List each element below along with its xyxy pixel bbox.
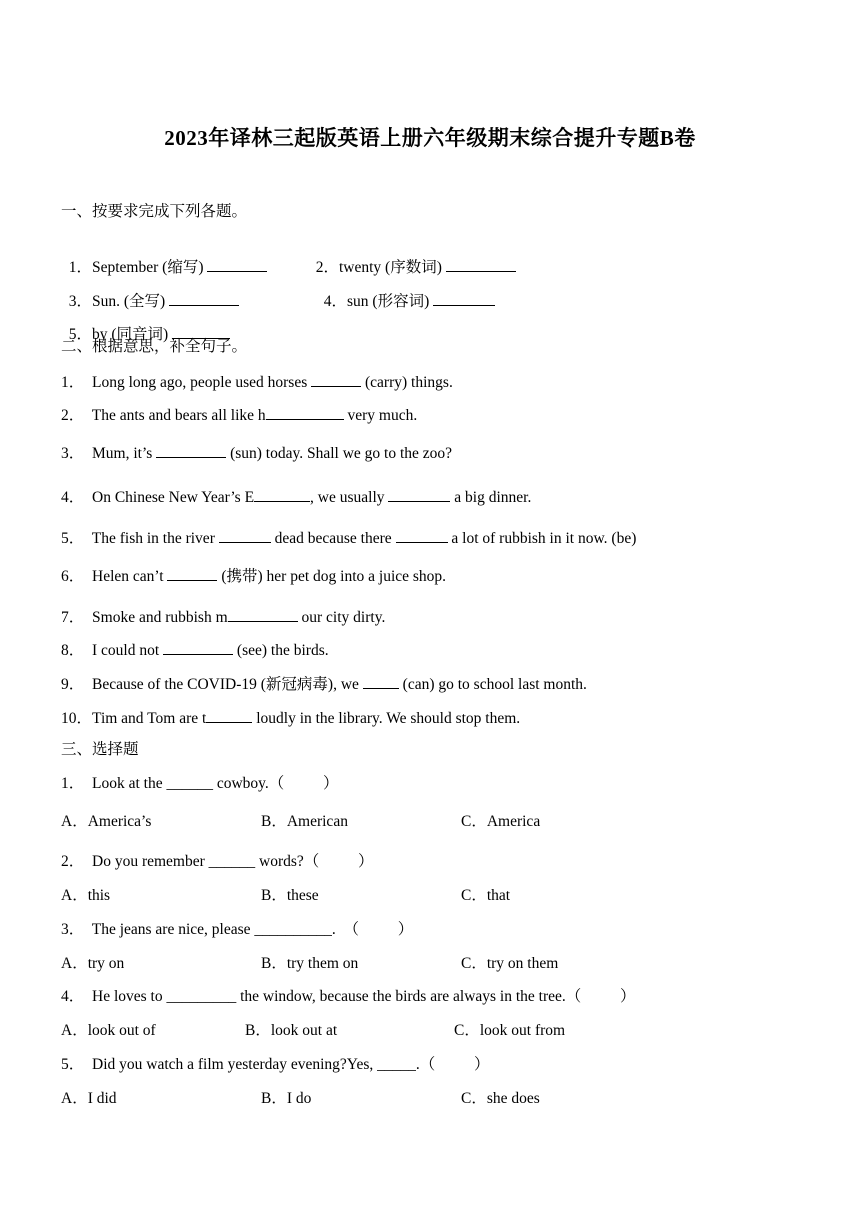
option-a[interactable]: A．look out of xyxy=(61,1022,156,1039)
answer-blank[interactable] xyxy=(396,527,448,543)
sentence-part: Tim and Tom are t xyxy=(92,710,207,727)
answer-blank[interactable] xyxy=(433,290,495,306)
answer-blank[interactable] xyxy=(311,371,361,387)
answer-blank[interactable] xyxy=(254,486,310,502)
sentence-part: The ants and bears all like h xyxy=(91,407,266,424)
sentence-part: Mum, it’s xyxy=(92,445,157,462)
question-5: 5． Did you watch a film yesterday evening?Yes, _____.（ ） xyxy=(61,1056,490,1073)
s2-item-8 xyxy=(61,639,329,661)
question-2: 2． Do you remember ______ words?（ ） xyxy=(61,853,374,870)
s1-item-4-text: 4．sun (形容词) xyxy=(323,293,434,310)
option-b[interactable]: B．these xyxy=(261,887,319,904)
answer-blank[interactable] xyxy=(388,486,450,502)
s2-item-3 xyxy=(61,442,452,464)
option-b[interactable]: B．American xyxy=(261,813,348,830)
item-number: 2． xyxy=(61,407,85,424)
option-a[interactable]: A．I did xyxy=(61,1090,117,1107)
sentence-part: (携带) her pet dog into a juice shop. xyxy=(217,568,447,585)
sentence-part: The fish in the river xyxy=(91,530,219,547)
item-number: 3． xyxy=(61,445,85,462)
sentence-part: On Chinese New Year’s E xyxy=(92,489,255,506)
sentence-part: Because of the COVID-19 (新冠病毒), we xyxy=(92,676,363,693)
section1-heading: 一、按要求完成下列各题。 xyxy=(61,203,248,220)
item-number: 7． xyxy=(61,609,85,626)
page-title: 2023年译林三起版英语上册六年级期末综合提升专题B卷 xyxy=(164,126,696,150)
sentence-part: very much. xyxy=(343,407,418,424)
item-number: 6． xyxy=(61,568,85,585)
answer-blank[interactable] xyxy=(156,442,226,458)
option-b[interactable]: B．look out at xyxy=(245,1022,338,1039)
option-b[interactable]: B．try them on xyxy=(261,955,359,972)
answer-blank[interactable] xyxy=(219,527,271,543)
s2-item-10 xyxy=(61,707,520,729)
question-3: 3． The jeans are nice, please __________. （ ） xyxy=(61,921,414,938)
s1-item-5-text: 5．by (同音词) xyxy=(68,326,173,343)
answer-blank[interactable] xyxy=(163,639,233,655)
item-number: 9． xyxy=(61,676,85,693)
sentence-part: (carry) things. xyxy=(361,374,453,391)
answer-blank[interactable] xyxy=(363,673,399,689)
s1-item-1-text: 1．September (缩写) xyxy=(68,259,208,276)
s2-item-9 xyxy=(61,673,587,695)
sentence-part: (can) go to school last month. xyxy=(398,676,587,693)
answer-blank[interactable] xyxy=(266,404,344,420)
option-c[interactable]: C．look out from xyxy=(454,1022,566,1039)
sentence-part: dead because there xyxy=(270,530,396,547)
sentence-part: loudly in the library. We should stop them. xyxy=(252,710,521,727)
option-a[interactable]: A．try on xyxy=(61,955,125,972)
answer-blank[interactable] xyxy=(206,707,252,723)
item-number: 5． xyxy=(61,530,85,547)
option-a[interactable]: A．America’s xyxy=(61,813,152,830)
s2-item-7 xyxy=(61,606,385,628)
section2-heading: 二、根据意思，补全句子。 xyxy=(61,338,248,355)
sentence-part: Smoke and rubbish m xyxy=(92,609,228,626)
answer-blank[interactable] xyxy=(228,606,298,622)
option-c[interactable]: C．that xyxy=(461,887,511,904)
sentence-part: a lot of rubbish in it now. (be) xyxy=(447,530,637,547)
s2-item-4 xyxy=(61,486,531,508)
option-c[interactable]: C．America xyxy=(461,813,541,830)
answer-blank[interactable] xyxy=(167,565,217,581)
option-c[interactable]: C．try on them xyxy=(461,955,559,972)
question-4: 4． He loves to _________ the window, because the birds are always in the tree.（ ） xyxy=(61,988,636,1005)
section3-heading: 三、选择题 xyxy=(61,741,139,758)
s2-item-6 xyxy=(61,565,446,587)
s1-item-2-text: 2．twenty (序数词) xyxy=(315,259,446,276)
item-number: 8． xyxy=(61,642,85,659)
s2-item-5 xyxy=(61,527,636,549)
item-number: 10． xyxy=(61,710,93,727)
sentence-part: our city dirty. xyxy=(297,609,386,626)
s2-item-2 xyxy=(61,404,417,426)
question-1: 1． Look at the ______ cowboy.（ ） xyxy=(61,775,339,792)
sentence-part: Helen can’t xyxy=(92,568,168,585)
item-number: 1． xyxy=(61,374,85,391)
option-a[interactable]: A．this xyxy=(61,887,111,904)
s1-item-3-text: 3．Sun. (全写) xyxy=(68,293,170,310)
sentence-part: Long long ago, people used horses xyxy=(92,374,312,391)
option-b[interactable]: B．I do xyxy=(261,1090,312,1107)
s2-item-1 xyxy=(61,371,453,393)
sentence-part: (sun) today. Shall we go to the zoo? xyxy=(226,445,453,462)
sentence-part: , we usually xyxy=(310,489,389,506)
item-number: 4． xyxy=(61,489,85,506)
sentence-part: (see) the birds. xyxy=(233,642,329,659)
s1-item-4 xyxy=(316,270,495,312)
sentence-part: I could not xyxy=(92,642,164,659)
sentence-part: a big dinner. xyxy=(450,489,532,506)
option-c[interactable]: C．she does xyxy=(461,1090,540,1107)
